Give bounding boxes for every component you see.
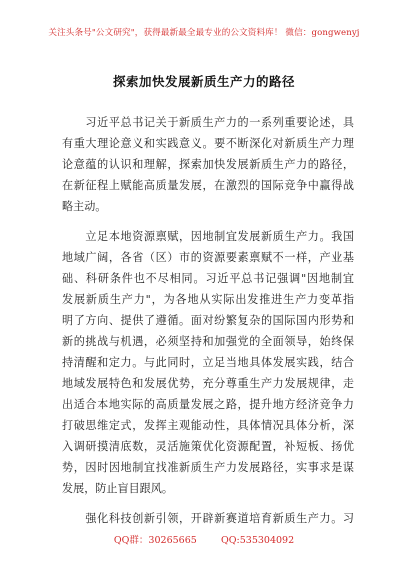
document-title: 探索加快发展新质生产力的路径	[112, 74, 295, 89]
text-line: 地域广阔，各省（区）市的资源要素禀赋不一样，产业基	[62, 251, 354, 264]
text-line: 势，因时因地制宜找准新质生产力发展路径，实事求是谋	[62, 461, 354, 474]
text-line: 持清醒和定力。与此同时，立足当地具体发展实践，结合	[62, 356, 354, 369]
text-line: 立足本地资源禀赋，因地制宜发展新质生产力。我国	[62, 230, 354, 243]
text-line: 略主动。	[62, 200, 107, 213]
text-line: 打破思维定式，发挥主观能动性，具体情况具体分析，深	[62, 419, 354, 432]
promo-footer: QQ群：30265665 QQ:535304092	[113, 535, 295, 546]
text-line: 地域发展特色和发展优势，充分尊重生产力发展规律，走	[62, 377, 354, 390]
text-line: 有重大理论意义和实践意义。要不断深化对新质生产力理	[62, 137, 354, 150]
text-line: 在新征程上赋能高质量发展，在激烈的国际竞争中赢得战	[62, 179, 354, 192]
document-body	[62, 112, 354, 529]
text-line: 发展新质生产力"，为各地从实际出发推进生产力变革指	[62, 293, 354, 306]
text-line: 论意蕴的认识和理解，探索加快发展新质生产力的路径，	[62, 158, 354, 171]
text-line: 出适合本地实际的高质量发展之路，提升地方经济竞争力	[62, 398, 354, 411]
paragraph	[62, 508, 354, 529]
promo-header: 关注头条号"公文研究"，获得最新最全最专业的公文资料库！ 微信：gongwenyj	[48, 28, 360, 38]
text-line: 习近平总书记关于新质生产力的一系列重要论述，具	[62, 116, 354, 129]
text-line: 新的挑战与机遇，必须坚持和加强党的全面领导，始终保	[62, 335, 354, 348]
paragraph	[62, 226, 354, 499]
text-line: 强化科技创新引领，开辟新赛道培育新质生产力。习	[62, 512, 354, 525]
text-line: 发展，防止盲目跟风。	[62, 482, 173, 495]
paragraph	[62, 112, 354, 217]
text-line: 明了方向、提供了遵循。面对纷繁复杂的国际国内形势和	[62, 314, 354, 327]
text-line: 入调研摸清底数，灵活施策优化资源配置，补短板、扬优	[62, 440, 354, 453]
text-line: 础、科研条件也不尽相同。习近平总书记强调"因地制宜	[62, 272, 354, 285]
